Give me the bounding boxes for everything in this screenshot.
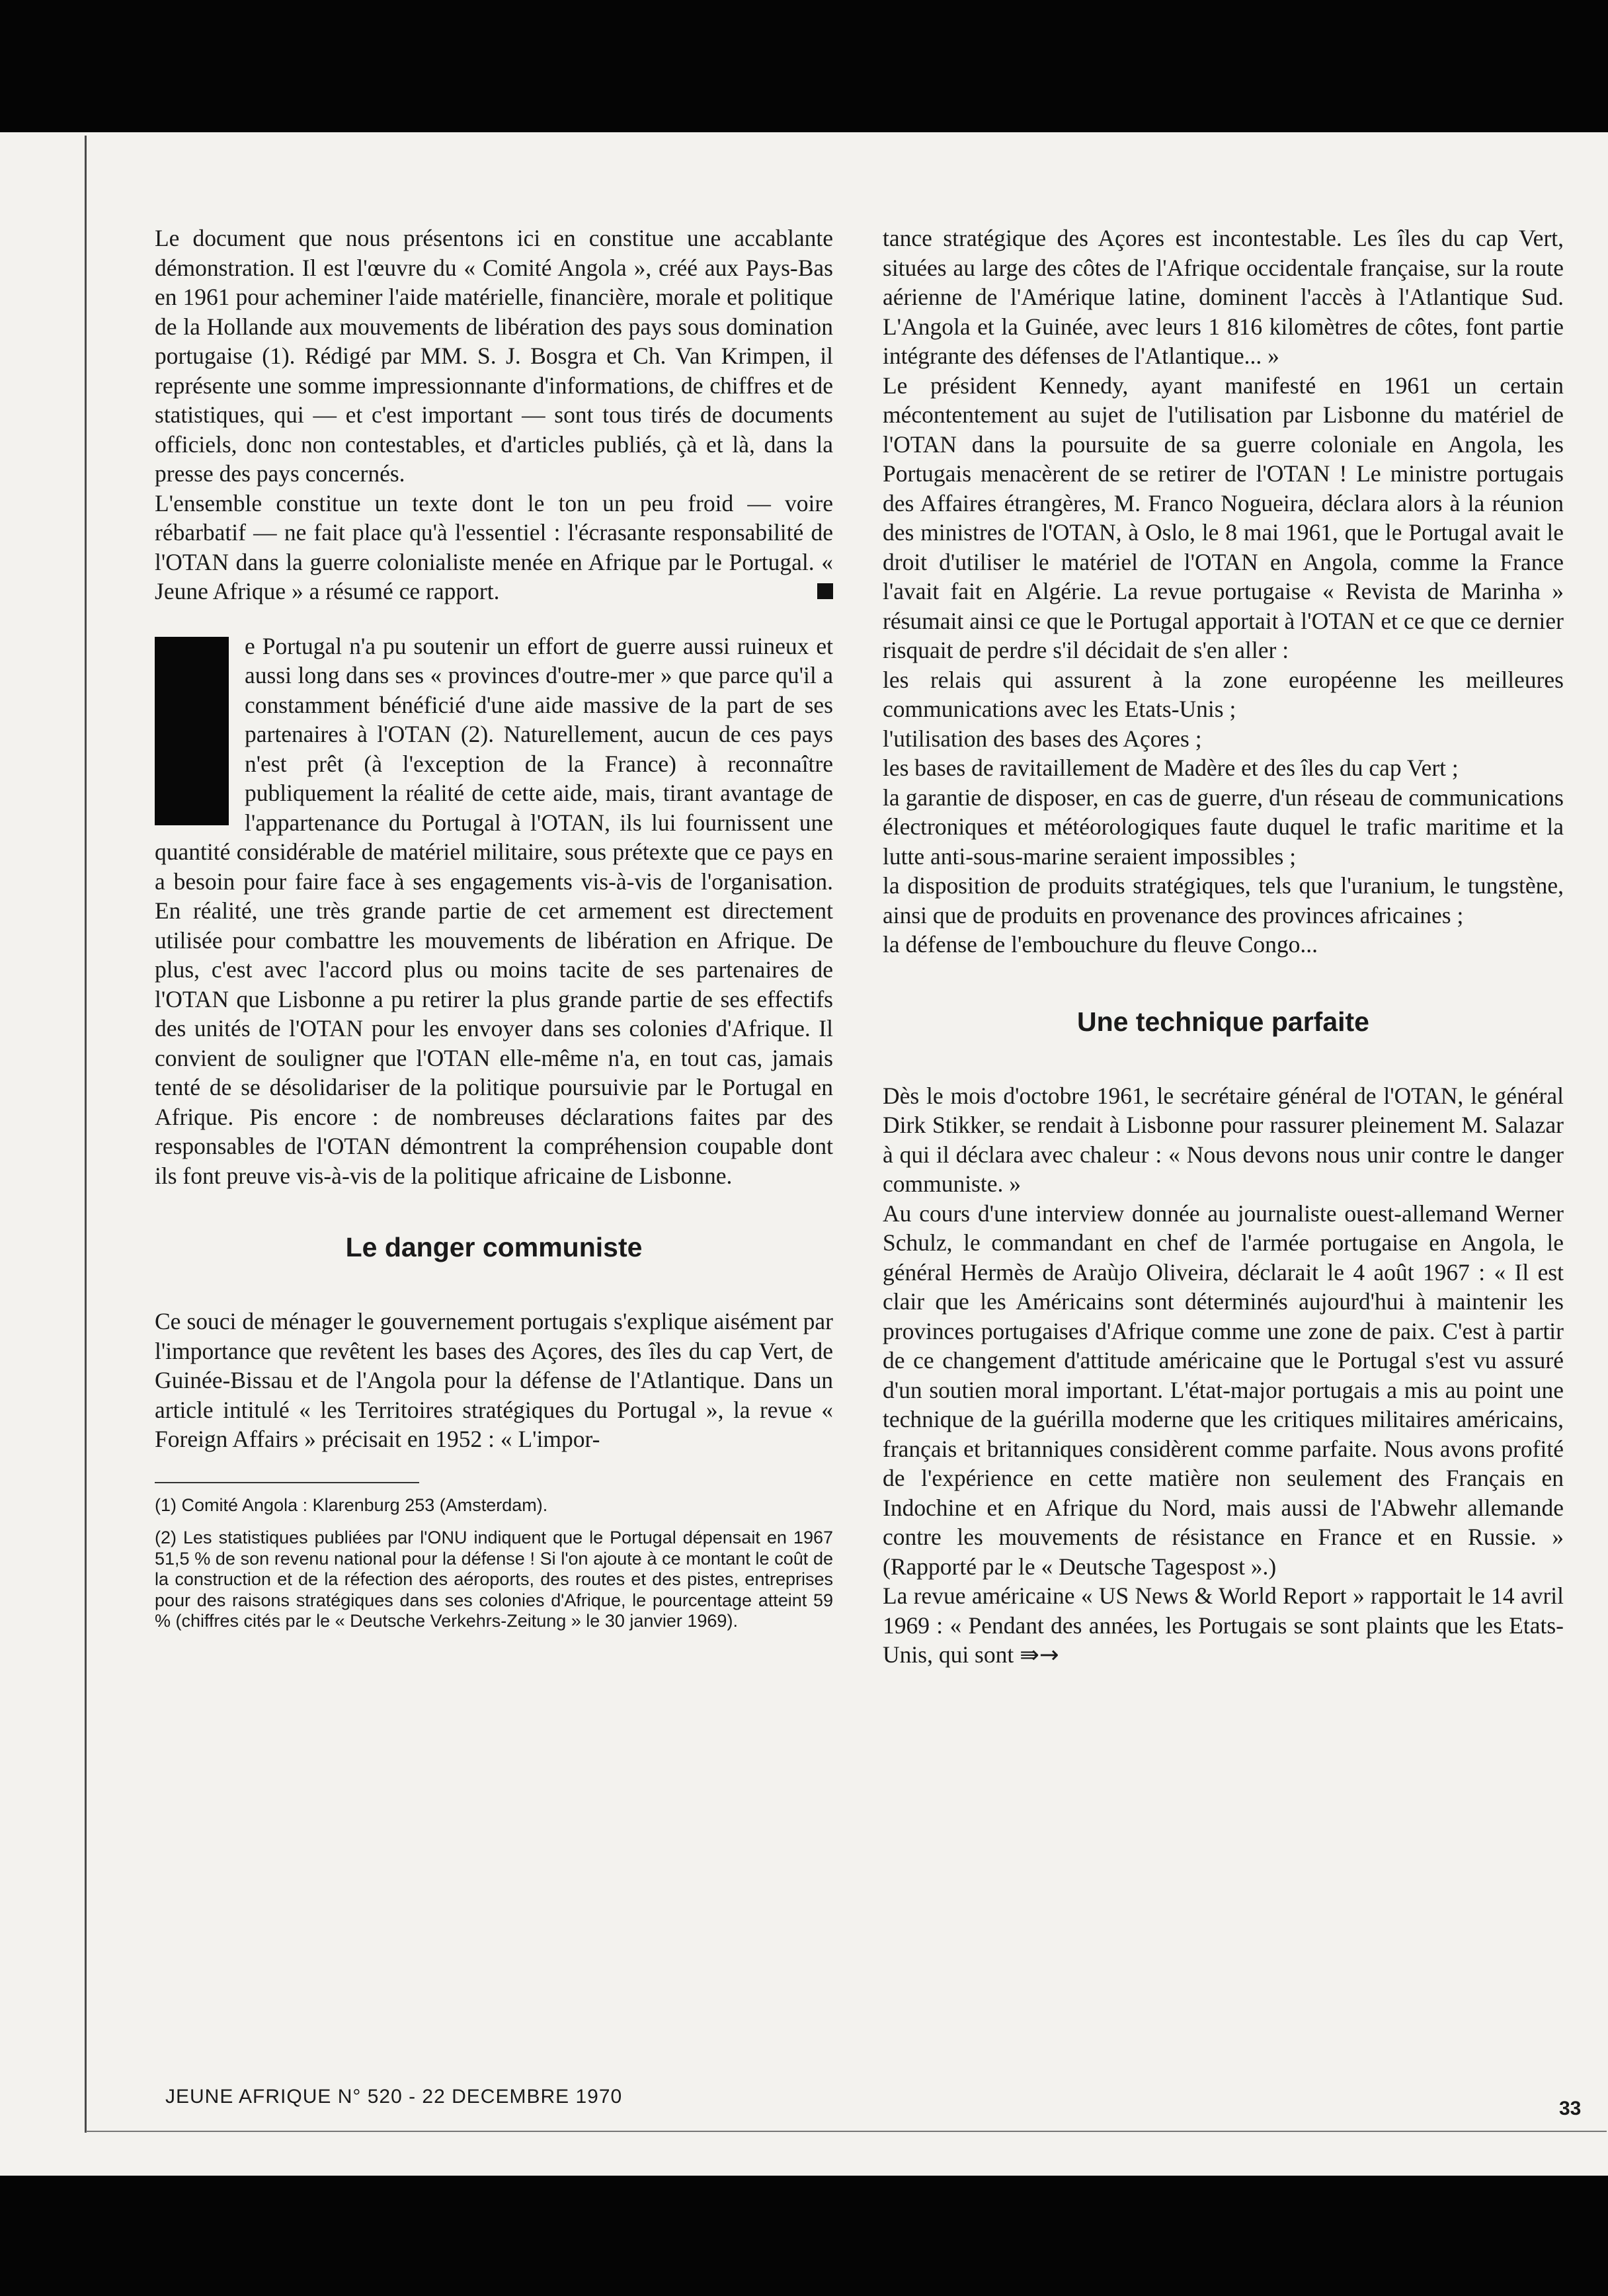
intro-paragraph-2: L'ensemble constitue un texte dont le ton un peu froid — voire rébarbatif — ne fait place qu'à l'essentiel : l'écrasante responsabilité de l'OTAN dans la guerre colonialiste menée en Afrique par le Portugal. « Jeune Afrique » a résumé ce rapport. — [155, 489, 833, 604]
lead-paragraph: e Portugal n'a pu soutenir un effort de guerre aussi ruineux et aussi long dans ses « provinces d'outre-mer » que parce qu'il a constamment bénéficié d'une aide massive de la part de ses partenaires à l'OTAN (2). Naturellement, aucun de ces pays n'est prêt (à l'exception de la France) à reconnaître publiquement la réalité de cette aide, mais, tirant avantage de l'appartenance du Portugal à l'OTAN, ils lui fournissent une quantité considérable de matériel militaire, sous prétexte que ce pays en a besoin pour faire face à ses engagements vis-à-vis de l'organisation. En réalité, une très grande partie de cet armement est directement utilisée pour combattre les mouvements de libération en Afrique. De plus, c'est avec l'accord plus ou moins tacite de ses partenaires de l'OTAN que Lisbonne a pu retirer la plus grande partie de ses effectifs des unités de l'OTAN pour les envoyer dans ses colonies d'Afrique. Il convient de souligner que l'OTAN elle-même n'a, en tout cas, jamais tenté de se désolidariser de la politique poursuivie par le Portugal en Afrique. Pis encore : de nombreuses déclarations faites par des responsables de l'OTAN démontrent la compréhension coupable dont ils font preuve vis-à-vis de la politique africaine de Lisbonne. — [155, 632, 833, 1189]
section1-paragraph: Ce souci de ménager le gouvernement portugais s'explique aisément par l'importance que revêtent les bases des Açores, des îles du cap Vert, de Guinée-Bissau et de l'Angola pour la défense de l'Atlantique. Dans un article intitulé « les Territoires stratégiques du Portugal », la revue « Foreign Affairs » précisait en 1952 : « L'impor- — [155, 1308, 833, 1452]
right-column — [883, 224, 1564, 1670]
lead-article — [155, 632, 833, 1191]
intro-block — [155, 224, 833, 606]
section-heading-technique: Une technique parfaite — [1077, 1006, 1369, 1037]
list-item: la disposition de produits stratégiques, tels que l'uranium, le tungstène, ainsi que de produits en provenance des provinces africaines ; — [883, 872, 1564, 928]
list-item: la défense de l'embouchure du fleuve Congo... — [883, 931, 1318, 958]
intro-paragraph-1: Le document que nous présentons ici en constitue une accablante démonstration. Il est l'œuvre du « Comité Angola », créé aux Pays-Bas en 1961 pour acheminer l'aide matérielle, financière, morale et politique de la Hollande aux mouvements de libération des pays sous domination portugaise (1). Rédigé par MM. S. J. Bosgra et Ch. Van Krimpen, il représente une somme impressionnante d'informations, de chiffres et de statistiques, qui — et c'est important — sont tous tirés de documents officiels, donc non contestables, et d'articles publiés, çà et là, dans la presse des pays concernés. — [155, 225, 833, 487]
dropcap-l-block — [155, 637, 229, 825]
scan-border-top — [0, 0, 1608, 132]
right-paragraph-2: Le président Kennedy, ayant manifesté en 1961 un certain mécontentement au sujet de l'utilisation par Lisbonne du matériel de l'OTAN dans la poursuite de sa guerre coloniale en Angola, les Portugais menacèrent de se retirer de l'OTAN ! Le ministre portugais des Affaires étrangères, M. Franco Nogueira, déclara alors à la réunion des ministres de l'OTAN, à Oslo, le 8 mai 1961, que le Portugal avait le droit d'utiliser le matériel de l'OTAN en Angola, comme la France l'avait fait en Algérie. La revue portugaise « Revista de Marinha » résumait ainsi ce que le Portugal apportait à l'OTAN et ce que ce dernier risquait de perdre s'il décidait de s'en aller : — [883, 372, 1564, 663]
right-section-paragraph-1: Dès le mois d'octobre 1961, le secrétaire général de l'OTAN, le général Dirk Stikker, se rendait à Lisbonne pour rassurer pleinement M. Salazar à qui il déclara avec chaleur : « Nous devons nous unir contre le danger communiste. » — [883, 1082, 1564, 1197]
scan-border-bottom — [0, 2176, 1608, 2296]
footnote-2: (2) Les statistiques publiées par l'ONU indiquent que le Portugal dépensait en 1967 51,5 % de son revenu national pour la défense ! Si l'on ajoute à ce montant le coût de la construction et de la réfection des aéroports, des routes et des pistes, entreprises pour des raisons stratégiques dans ses colonies d'Afrique, le pourcentage atteint 59 % (chiffres cités par le « Deutsche Verkehrs-Zeitung » le 30 janvier 1969). — [155, 1528, 833, 1631]
left-column — [155, 224, 833, 1632]
list-item: la garantie de disposer, en cas de guerre, d'un réseau de communications électroniques et météorologiques faute duquel le trafic maritime et la lutte anti-sous-marine seraient impossibles ; — [883, 784, 1564, 870]
footnote-rule — [155, 1482, 419, 1483]
end-mark-icon — [817, 583, 833, 599]
running-footer-title: JEUNE AFRIQUE N° 520 - 22 DECEMBRE 1970 — [165, 2086, 623, 2108]
footnote-1: (1) Comité Angola : Klarenburg 253 (Amsterdam). — [155, 1495, 548, 1515]
list-item: l'utilisation des bases des Açores ; — [883, 725, 1202, 752]
list-item: les bases de ravitaillement de Madère et des îles du cap Vert ; — [883, 755, 1459, 781]
right-section-paragraph-2: Au cours d'une interview donnée au journaliste ouest-allemand Werner Schulz, le commandant en chef de l'armée portugaise en Angola, le général Hermès de Araùjo Oliveira, déclarait le 4 août 1967 : « Il est clair que les Américains sont déterminés aujourd'hui à maintenir les provinces portugaises d'Afrique comme une zone de paix. C'est à partir de ce changement d'attitude américaine que le Portugal s'est vu assuré d'un soutien moral important. L'état-major portugais a mis au point une technique de la guérilla moderne que les critiques militaires américains, français et britanniques considèrent comme parfaite. Nous avons profité de l'expérience en cette matière non seulement des Français en Indochine et en Afrique du Nord, mais aussi de l'Abwehr allemande contre les mouvements de résistance en France et en Russie. » (Rapporté par le « Deutsche Tagespost ».) — [883, 1200, 1564, 1580]
continue-arrow-icon: ⇛→ — [1020, 1641, 1059, 1668]
right-section-paragraph-3: La revue américaine « US News & World Report » rapportait le 14 avril 1969 : « Pendant des années, les Portugais se sont plaints que les Etats-Unis, qui sont ⇛→ — [883, 1582, 1564, 1668]
page-number: 33 — [1559, 2098, 1582, 2119]
page-edge-line — [85, 136, 87, 2133]
footer-rule — [86, 2131, 1607, 2132]
list-item: les relais qui assurent à la zone européenne les meilleures communications avec les Etats-Unis ; — [883, 666, 1564, 722]
section-heading-danger: Le danger communiste — [345, 1232, 643, 1262]
right-paragraph-1: tance stratégique des Açores est incontestable. Les îles du cap Vert, situées au large des côtes de l'Afrique occidentale française, sur la route aérienne de l'Amérique latine, dominent l'accès à l'Atlantique Sud. L'Angola et la Guinée, avec leurs 1 816 kilomètres de côtes, font partie intégrante des défenses de l'Atlantique... » — [883, 225, 1564, 369]
